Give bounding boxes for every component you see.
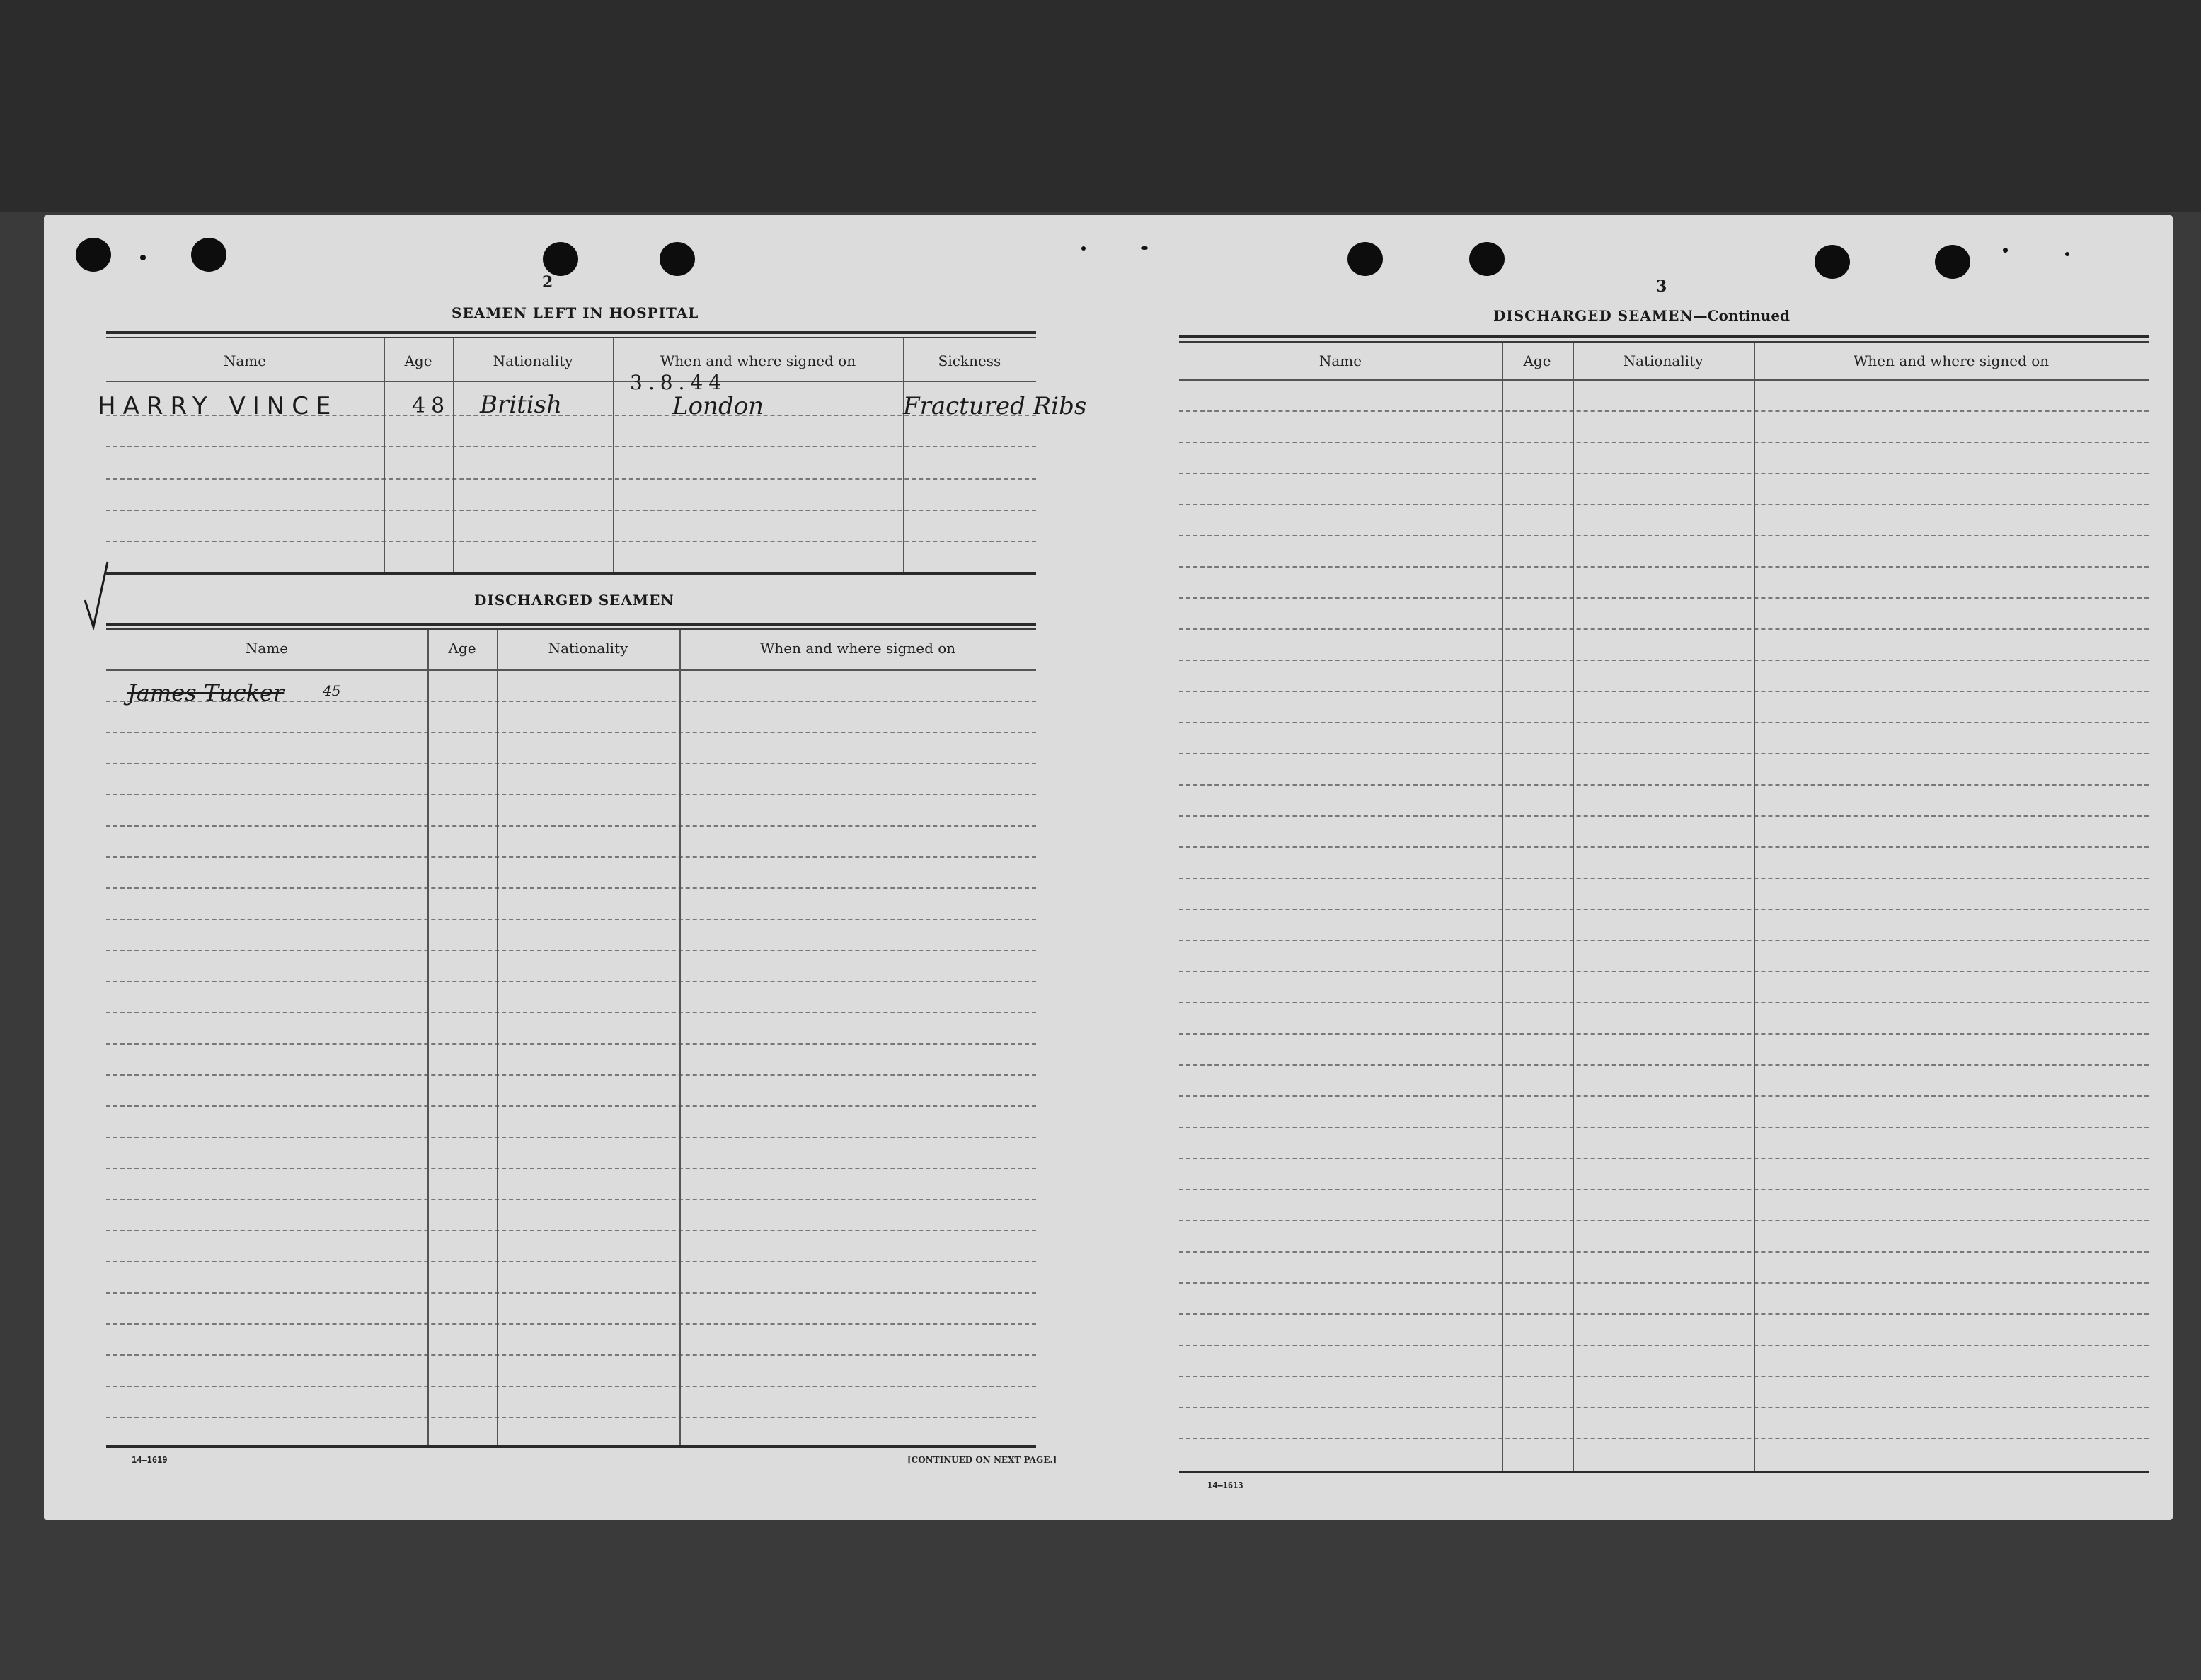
section-title-discharged: DISCHARGED SEAMEN	[474, 592, 674, 609]
hospital-table	[98, 331, 1087, 579]
punch-hole-icon	[76, 238, 111, 272]
form-number: 14—1613	[1207, 1480, 1243, 1490]
punch-hole-icon	[1815, 245, 1850, 279]
section-title-text: DISCHARGED SEAMEN	[1493, 307, 1694, 324]
column-header-age: Age	[404, 352, 432, 369]
dust-speck	[1141, 246, 1148, 250]
discharged-table-right	[1179, 335, 2149, 1680]
discharged-entry-name: James Tucker	[127, 679, 285, 706]
punch-hole-icon	[1347, 242, 1383, 276]
dust-speck	[2065, 252, 2069, 256]
punch-hole-icon	[543, 242, 578, 276]
dust-speck	[140, 255, 146, 260]
form-number: 14—1619	[132, 1455, 168, 1465]
punch-hole-icon	[1469, 242, 1505, 276]
section-title-hospital: SEAMEN LEFT IN HOSPITAL	[452, 304, 699, 321]
section-title-continued: —Continued	[1693, 307, 1791, 324]
column-header-name: Name	[223, 352, 267, 369]
entry-name: HARRY VINCE	[98, 392, 338, 420]
scanner-background	[0, 0, 2201, 212]
punch-hole-icon	[1935, 245, 1970, 279]
continued-note: [CONTINUED ON NEXT PAGE.]	[907, 1455, 1057, 1465]
dust-speck	[2003, 248, 2008, 253]
column-header-nationality: Nationality	[1623, 352, 1703, 369]
section-title-discharged-continued	[1493, 307, 1790, 324]
column-header-signed-on: When and where signed on	[1853, 352, 2050, 369]
entry-age: 48	[412, 393, 451, 418]
column-header-signed-on: When and where signed on	[660, 352, 856, 369]
page-number: 2	[542, 273, 553, 292]
column-header-sickness: Sickness	[938, 352, 1001, 369]
column-header-nationality: Nationality	[548, 640, 628, 657]
discharged-entry-note: 45	[323, 682, 341, 699]
document-sheet	[44, 215, 2173, 1520]
entry-signed-on-place: London	[672, 392, 764, 420]
column-header-age: Age	[1523, 352, 1551, 369]
punch-hole-icon	[191, 238, 226, 272]
page-number: 3	[1656, 277, 1667, 296]
column-header-nationality: Nationality	[493, 352, 573, 369]
dust-speck	[1081, 246, 1086, 251]
entry-nationality: British	[480, 391, 562, 419]
punch-hole-icon	[660, 242, 695, 276]
entry-signed-on-date: 3.8.44	[630, 371, 728, 394]
column-header-signed-on: When and where signed on	[759, 640, 956, 657]
discharged-table-left	[106, 623, 1057, 1677]
column-header-name: Name	[245, 640, 289, 657]
column-header-name: Name	[1318, 352, 1362, 369]
column-header-age: Age	[448, 640, 476, 657]
entry-sickness: Fractured Ribs	[903, 392, 1087, 420]
